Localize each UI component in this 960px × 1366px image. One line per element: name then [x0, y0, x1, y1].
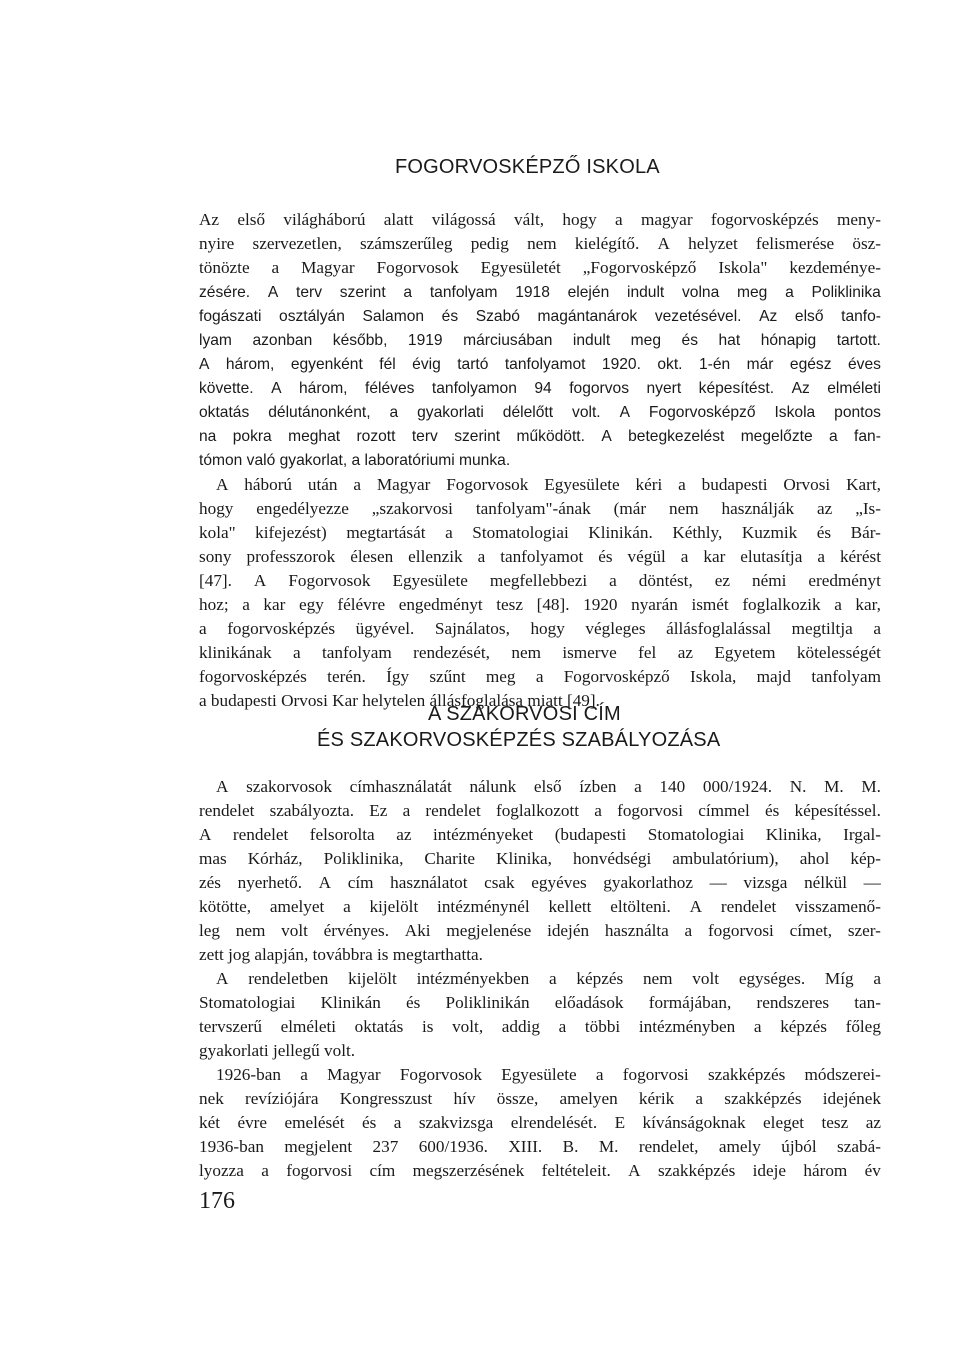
text-line: hoz; a kar egy félévre engedményt tesz [48]. 1920 nyarán ismét foglalkozik a kar, — [199, 595, 881, 614]
text-line: A szakorvosok címhasználatát nálunk első ízben a 140 000/1924. N. M. M. — [216, 777, 881, 796]
text-line: leg nem volt érvényes. Aki megjelenése idején használta a fogorvosi címet, szer- — [199, 921, 881, 940]
text-line: A háború után a Magyar Fogorvosok Egyesülete kéri a budapesti Orvosi Kart, — [216, 475, 881, 494]
text-line: fogorvosképzés terén. Így szűnt meg a Fogorvosképző Iskola, majd tanfolyam — [199, 667, 881, 686]
text-line: kola" kifejezést) megtartását a Stomatologiai Klinikán. Kéthly, Kuzmik és Bár- — [199, 523, 881, 542]
text-line: fogászati osztályán Salamon és Szabó magántanárok vezetésével. Az első tanfo- — [199, 308, 881, 325]
section-title-szakorvoskepzes: ÉS SZAKORVOSKÉPZÉS SZABÁLYOZÁSA — [317, 729, 721, 751]
text-line: követte. A három, féléves tanfolyamon 94 fogorvos nyert képesítést. Az elméleti — [199, 380, 881, 397]
section-title-szakorvosi-cim: A SZAKORVOSI CÍM — [428, 703, 621, 725]
text-line: gyakorlati jellegű volt. — [199, 1041, 356, 1060]
text-line: oktatás délutánonként, a gyakorlati délelőtt volt. A Fogorvosképző Iskola pontos — [199, 404, 881, 421]
text-line: rendelet szabályozta. Ez a rendelet foglalkozott a fogorvosi címmel és képesítéssel. — [199, 801, 881, 820]
text-line: hogy engedélyezze „szakorvosi tanfolyam"-ának (már nem használják az „Is- — [199, 499, 881, 518]
section-title-fogorvoskepzo-iskola: FOGORVOSKÉPZŐ ISKOLA — [395, 156, 660, 178]
text-line: zett jog alapján, továbbra is megtarthatta. — [199, 945, 483, 964]
text-line: zés nyerhető. A cím használatot csak egyéves gyakorlathoz — vizsga nélkül — — [199, 873, 881, 892]
text-line: lyozza a fogorvosi cím megszerzésének feltételeit. A szakképzés ideje három év — [199, 1161, 881, 1180]
text-line: a fogorvosképzés ügyével. Sajnálatos, hogy végleges állásfoglalással megtiltja a — [199, 619, 881, 638]
text-line: A három, egyenként fél évig tartó tanfolyamot 1920. okt. 1-én már egész éves — [199, 356, 881, 373]
text-line: tervszerű elméleti oktatás is volt, addig a többi intézményben a képzés főleg — [199, 1017, 881, 1036]
text-line: Az első világháború alatt világossá vált, hogy a magyar fogorvosképzés meny- — [199, 210, 881, 229]
text-line: 1936-ban megjelent 237 600/1936. XIII. B. M. rendelet, amely újból szabá- — [199, 1137, 881, 1156]
text-line: [47]. A Fogorvosok Egyesülete megfellebbezi a döntést, ez némi eredményt — [199, 571, 881, 590]
text-line: 1926-ban a Magyar Fogorvosok Egyesülete a fogorvosi szakképzés módszerei- — [216, 1065, 881, 1084]
text-line: tómon való gyakorlat, a laboratóriumi munka. — [199, 452, 511, 469]
text-line: A rendeletben kijelölt intézményekben a képzés nem volt egységes. Míg a — [216, 969, 881, 988]
text-line: na pokra meghat rozott terv szerint működött. A betegkezelést megelőzte a fan- — [199, 428, 881, 445]
text-line: klinikának a tanfolyam rendezését, nem ismerve fel az Egyetem kötelességét — [199, 643, 881, 662]
text-line: tönözte a Magyar Fogorvosok Egyesületét „Fogorvosképző Iskola" kezdeménye- — [199, 258, 881, 277]
text-line: a budapesti Orvosi Kar helytelen állásfoglalása miatt [49]. — [199, 691, 600, 710]
page-number: 176 — [199, 1188, 235, 1214]
text-line: nyire szervezetlen, számszerűleg pedig nem kielégítő. A helyzet felismerése ösz- — [199, 234, 881, 253]
text-line: két évre emelését és a szakvizsga elrendelését. E kívánságoknak eleget tesz az — [199, 1113, 881, 1132]
text-line: sony professzorok élesen ellenzik a tanfolyamot és végül a kar elutasítja a kérést — [199, 547, 881, 566]
text-line: Stomatologiai Klinikán és Poliklinikán előadások formájában, rendszeres tan- — [199, 993, 881, 1012]
text-line: kötötte, amelyet a kijelölt intézménynél kellett eltölteni. A rendelet visszamenő- — [199, 897, 881, 916]
text-line: zésére. A terv szerint a tanfolyam 1918 elején indult volna meg a Poliklinika — [199, 284, 881, 301]
text-line: lyam azonban később, 1919 márciusában indult meg és hat hónapig tartott. — [199, 332, 881, 349]
text-line: nek revíziójára Kongresszust hív össze, amelyen kérik a szakképzés idejének — [199, 1089, 881, 1108]
text-line: A rendelet felsorolta az intézményeket (budapesti Stomatologiai Klinika, Irgal- — [199, 825, 881, 844]
text-line: mas Kórház, Poliklinika, Charite Klinika, honvédségi ambulatórium), ahol kép- — [199, 849, 881, 868]
